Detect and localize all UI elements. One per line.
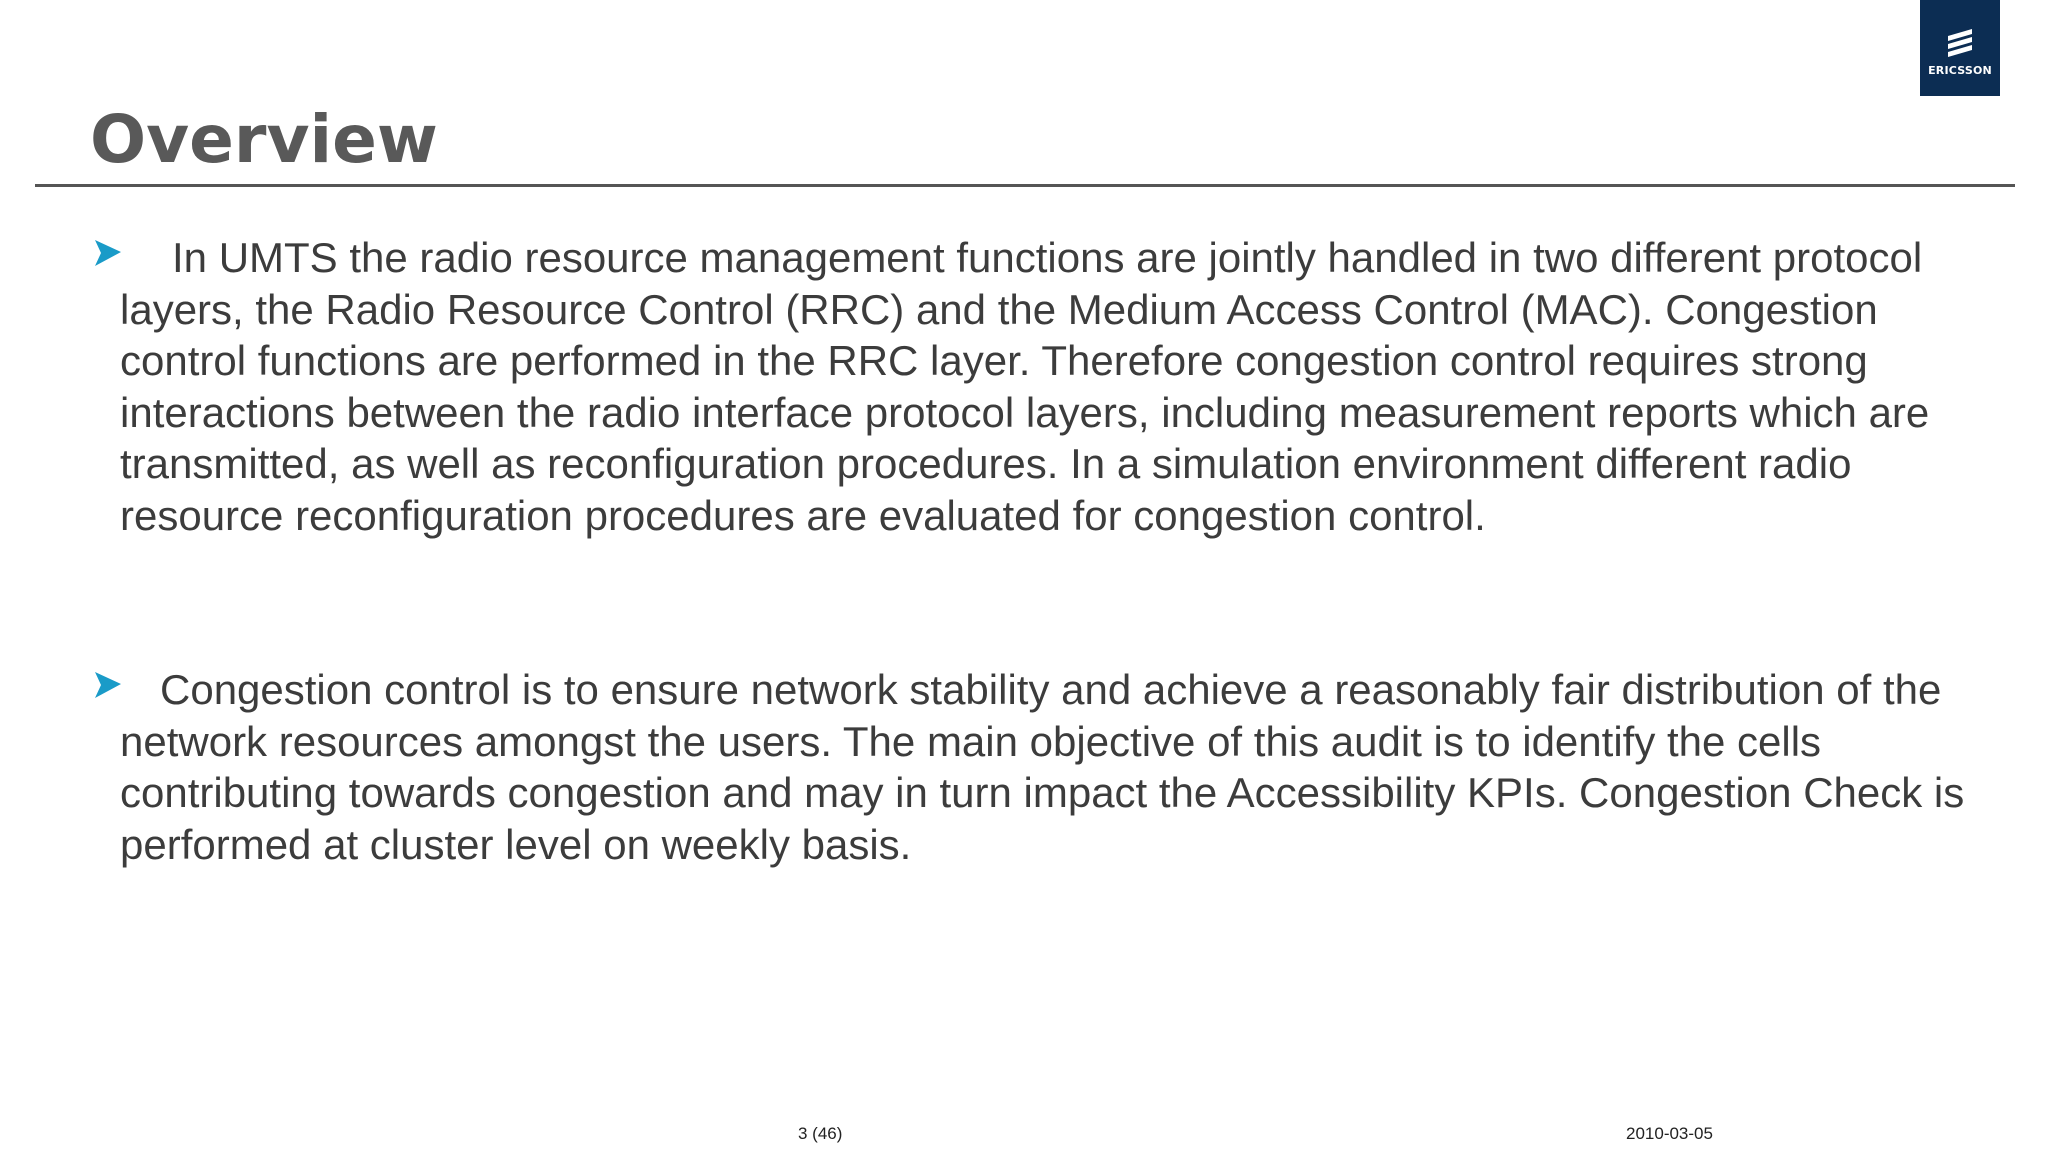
ericsson-logo-wordmark: ERICSSON	[1928, 64, 1992, 77]
arrow-bullet-icon	[93, 670, 123, 700]
bullet-item-2	[85, 664, 1965, 870]
arrow-bullet-icon	[93, 238, 123, 268]
title-divider	[35, 184, 2015, 187]
bullet-text-2: Congestion control is to ensure network stability and achieve a reasonably fair distribution of the network resources amongst the users. The main objective of this audit is to identify the cells contributing towards congestion and may in turn impact the Accessibility KPIs. Congestion Check is performed at cluster level on weekly basis.	[120, 666, 1965, 868]
slide-title: Overview	[90, 101, 438, 178]
slide-date: 2010-03-05	[1626, 1124, 1713, 1143]
bullet-item-1	[85, 232, 1965, 542]
bullet-text-1: In UMTS the radio resource management functions are jointly handled in two different protocol layers, the Radio Resource Control (RRC) and the Medium Access Control (MAC). Congestion control functions are performed in the RRC layer. Therefore congestion control requires strong interactions between the radio interface protocol layers, including measurement reports which are transmitted, as well as reconfiguration procedures. In a simulation environment different radio resource reconfiguration procedures are evaluated for congestion control.	[120, 234, 1930, 539]
ericsson-logo	[1920, 0, 2000, 96]
ericsson-logo-icon	[1945, 26, 1975, 60]
page-number: 3 (46)	[798, 1124, 843, 1143]
